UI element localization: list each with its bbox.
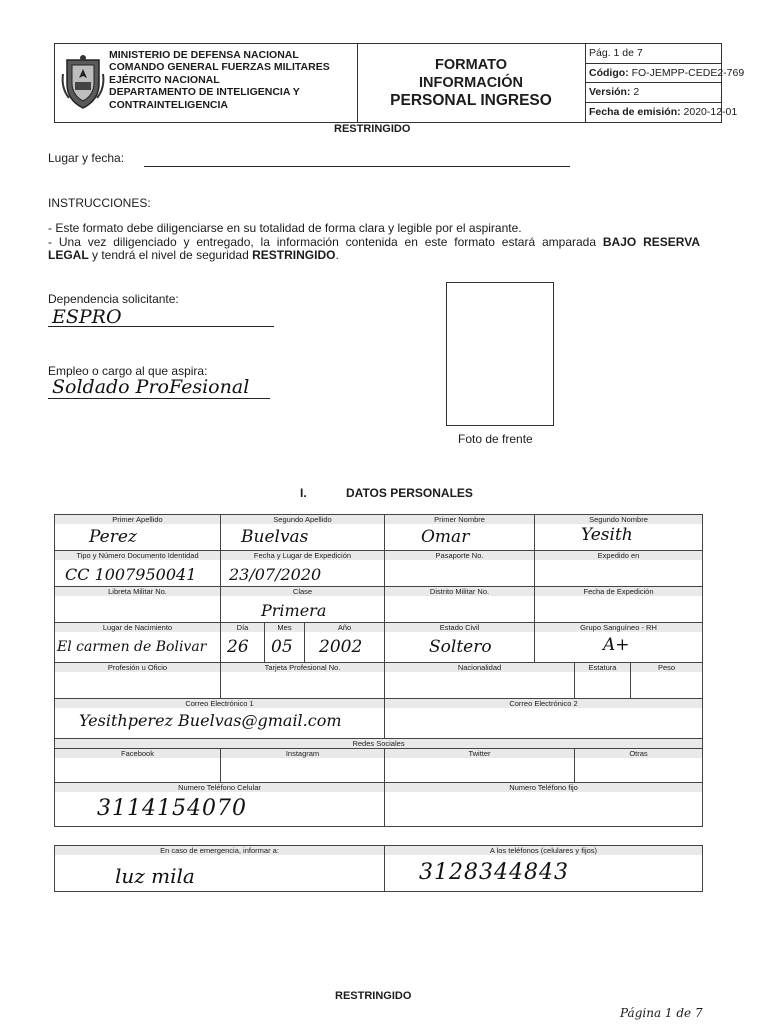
primer-nombre-cell[interactable]: Primer Nombre Omar <box>385 515 535 551</box>
instructions-title: INSTRUCCIONES: <box>48 196 151 210</box>
documento-cell[interactable]: Tipo y Número Documento Identidad CC 1007950041 <box>55 551 221 587</box>
dependencia-line <box>48 326 274 327</box>
ministry-cell <box>55 44 358 122</box>
place-date-line[interactable] <box>144 166 570 167</box>
date-row: Fecha de emisión: 2020-12-01 <box>589 105 738 118</box>
table-row <box>55 846 703 892</box>
dia-cell[interactable]: Día 26 <box>221 623 265 663</box>
primer-apellido-cell[interactable]: Primer Apellido Perez <box>55 515 221 551</box>
redes-sociales-header: Redes Sociales <box>55 739 703 749</box>
empleo-label: Empleo o cargo al que aspira: <box>48 364 208 378</box>
lugar-nacimiento-cell[interactable]: Lugar de Nacimiento El carmen de Bolivar <box>55 623 221 663</box>
empleo-value[interactable]: Soldado ProFesional <box>52 376 250 398</box>
table-row <box>55 739 703 749</box>
profesion-cell[interactable]: Profesión u Oficio <box>55 663 221 699</box>
grupo-sanguineo-cell[interactable]: Grupo Sanguíneo - RH A+ <box>535 623 703 663</box>
table-row <box>55 783 703 827</box>
tarjeta-profesional-cell[interactable]: Tarjeta Profesional No. <box>221 663 385 699</box>
correo-1-cell[interactable]: Correo Electrónico 1 Yesithperez Buelvas@gmail.com <box>55 699 385 739</box>
ministry-name: MINISTERIO DE DEFENSA NACIONAL COMANDO GENERAL FUERZAS MILITARES EJÉRCITO NACIONAL DEPARTAMENTO DE INTELIGENCIA Y CONTRAINTELIGENCIA <box>109 49 330 111</box>
table-row <box>55 551 703 587</box>
table-row <box>55 749 703 783</box>
estado-civil-cell[interactable]: Estado Civil Soltero <box>385 623 535 663</box>
nacionalidad-cell[interactable]: Nacionalidad <box>385 663 575 699</box>
place-date-label: Lugar y fecha: <box>48 151 125 165</box>
table-row <box>55 663 703 699</box>
document-header <box>54 43 745 123</box>
classification-bottom: RESTRINGIDO <box>335 990 412 1002</box>
ano-cell[interactable]: Año 2002 <box>305 623 385 663</box>
instagram-cell[interactable]: Instagram <box>221 749 385 783</box>
personal-data-table <box>54 514 703 827</box>
correo-2-cell[interactable]: Correo Electrónico 2 <box>385 699 703 739</box>
table-row <box>55 699 703 739</box>
table-row <box>55 623 703 663</box>
emergency-table <box>54 845 703 892</box>
twitter-cell[interactable]: Twitter <box>385 749 575 783</box>
libreta-militar-cell[interactable]: Libreta Militar No. <box>55 587 221 623</box>
emergency-phones-cell[interactable]: A los teléfonos (celulares y fijos) 3128344843 <box>385 846 703 892</box>
instructions-body <box>48 222 700 263</box>
otras-cell[interactable]: Otras <box>575 749 703 783</box>
table-row <box>55 587 703 623</box>
fijo-cell[interactable]: Numero Teléfono fijo <box>385 783 703 827</box>
segundo-apellido-cell[interactable]: Segundo Apellido Buelvas <box>221 515 385 551</box>
table-row <box>55 515 703 551</box>
celular-cell[interactable]: Numero Teléfono Celular 3114154070 <box>55 783 385 827</box>
peso-cell[interactable]: Peso <box>631 663 703 699</box>
pasaporte-cell[interactable]: Pasaporte No. <box>385 551 535 587</box>
instruction-line-2: - Una vez diligenciado y entregado, la información contenida en este formato estará amparada BAJO RESERVA <box>48 234 700 249</box>
distrito-militar-cell[interactable]: Distrito Militar No. <box>385 587 535 623</box>
expedido-en-cell[interactable]: Expedido en <box>535 551 703 587</box>
section-number: I. <box>300 486 307 500</box>
clase-cell[interactable]: Clase Primera <box>221 587 385 623</box>
form-title: FORMATO INFORMACIÓN PERSONAL INGRESO <box>390 57 552 109</box>
form-meta-cell <box>585 44 745 122</box>
photo-box[interactable] <box>446 282 554 426</box>
dependencia-label: Dependencia solicitante: <box>48 292 179 306</box>
dependencia-value[interactable]: ESPRO <box>52 306 122 328</box>
empleo-line <box>48 398 270 399</box>
code-row: Código: FO-JEMPP-CEDE2-769 <box>585 64 721 84</box>
page-number: Página 1 de 7 <box>620 1006 703 1020</box>
army-shield-icon <box>61 54 105 110</box>
classification-top: RESTRINGIDO <box>334 123 411 135</box>
photo-label: Foto de frente <box>458 432 533 446</box>
facebook-cell[interactable]: Facebook <box>55 749 221 783</box>
section-title: DATOS PERSONALES <box>346 486 473 500</box>
fecha-expedicion-cell[interactable]: Fecha y Lugar de Expedición 23/07/2020 <box>221 551 385 587</box>
version-row: Versión: 2 <box>585 83 721 103</box>
instruction-line-1: - Este formato debe diligenciarse en su totalidad de forma clara y legible por el aspirante. <box>48 221 522 235</box>
page-row: Pág. 1 de 7 <box>585 44 721 64</box>
emergency-contact-cell[interactable]: En caso de emergencia, informar a: luz mila <box>55 846 385 892</box>
fecha-expedicion-2-cell[interactable]: Fecha de Expedición <box>535 587 703 623</box>
mes-cell[interactable]: Mes 05 <box>265 623 305 663</box>
estatura-cell[interactable]: Estatura <box>575 663 631 699</box>
instruction-line-3: LEGAL y tendrá el nivel de seguridad RESTRINGIDO. <box>48 248 339 262</box>
segundo-nombre-cell[interactable]: Segundo Nombre Yesith <box>535 515 703 551</box>
form-title-cell <box>357 44 586 122</box>
